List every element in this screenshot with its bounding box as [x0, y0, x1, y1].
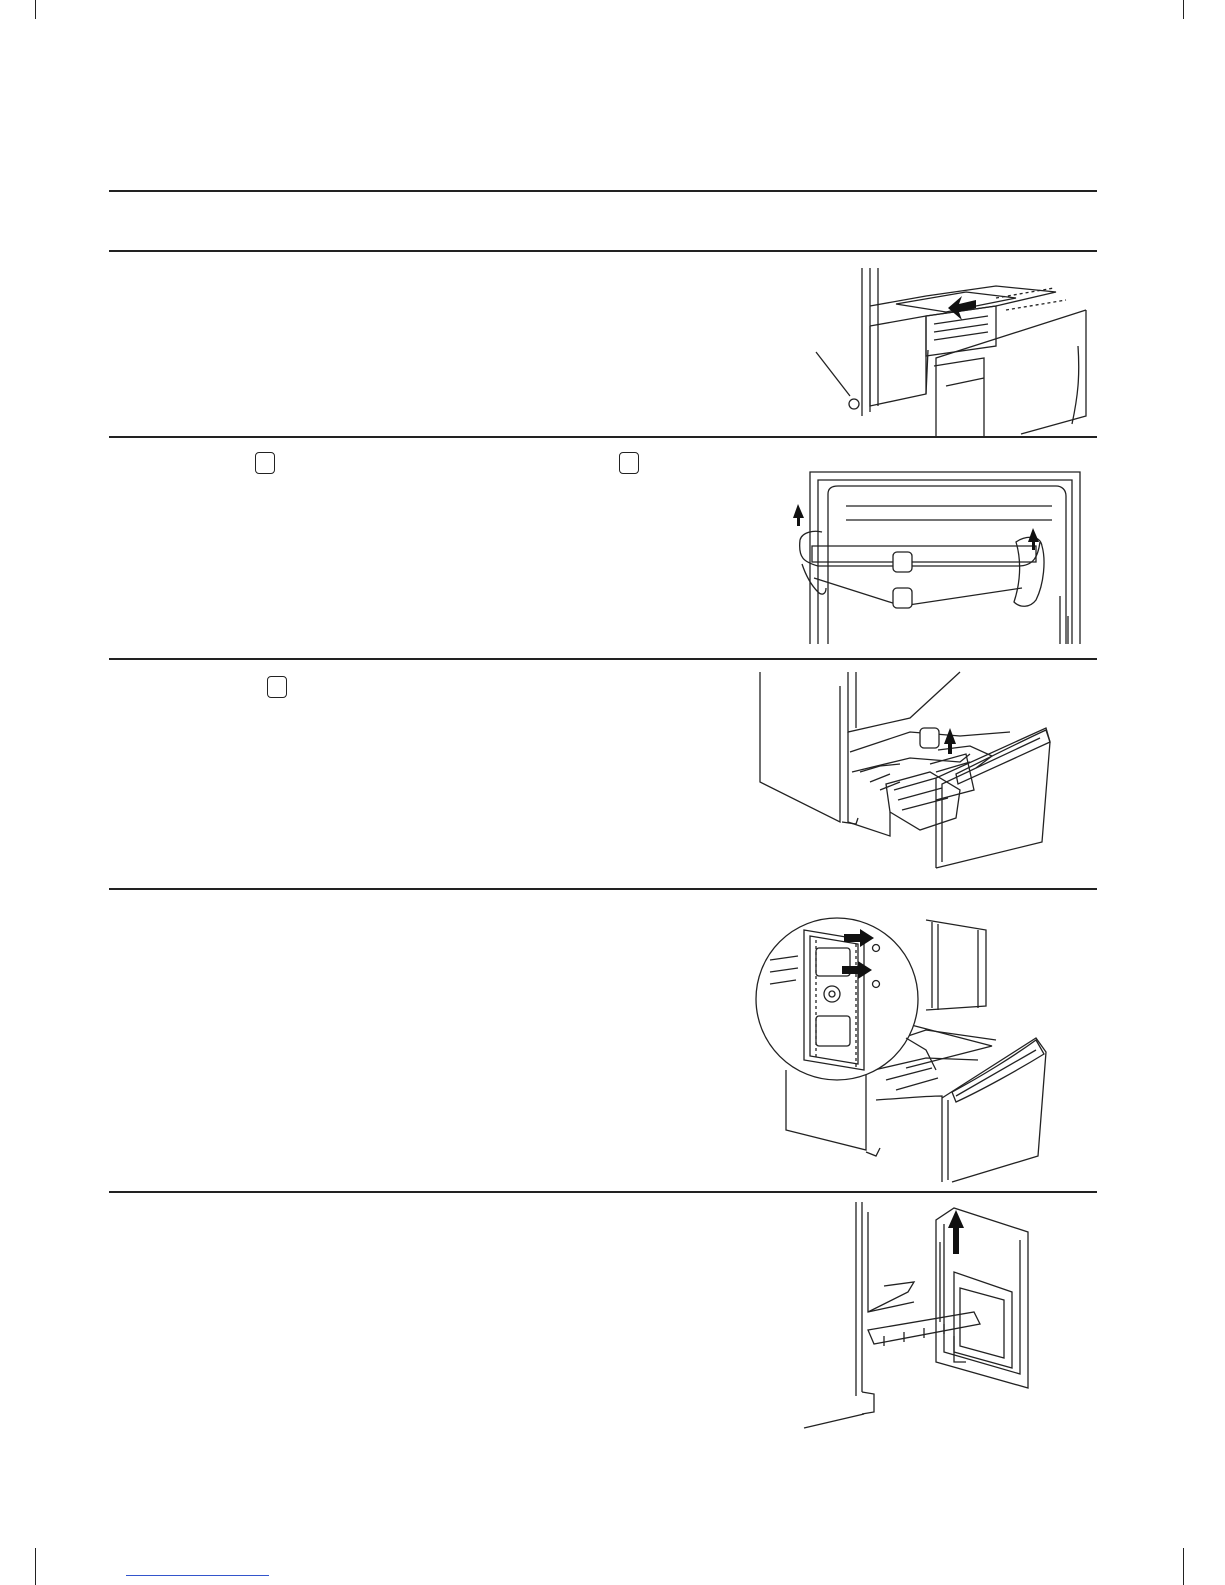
drawer-slide-out-illustration [816, 266, 1096, 436]
section-divider-3 [109, 888, 1097, 890]
callout-box-b-inline [619, 452, 639, 474]
header-top-rule [109, 190, 1097, 192]
door-bin-removal-illustration [790, 466, 1090, 644]
crop-mark-top-right [1183, 0, 1184, 19]
section-divider-2 [109, 658, 1097, 660]
section-divider-1 [109, 436, 1097, 438]
callout-box-a-inline [255, 452, 275, 474]
callout-box-a-inline-step3 [267, 676, 287, 698]
header-bottom-rule [109, 250, 1097, 252]
drawer-screw-removal-illustration [756, 920, 1056, 1182]
crop-mark-bottom-left [35, 1548, 36, 1585]
freezer-basket-removal-illustration [760, 672, 1060, 868]
crop-mark-top-left [35, 0, 36, 19]
crop-mark-bottom-right [1183, 1548, 1184, 1585]
section-divider-4 [109, 1191, 1097, 1193]
drawer-door-lift-illustration [804, 1202, 1054, 1428]
footer-link-underline[interactable] [126, 1575, 269, 1576]
